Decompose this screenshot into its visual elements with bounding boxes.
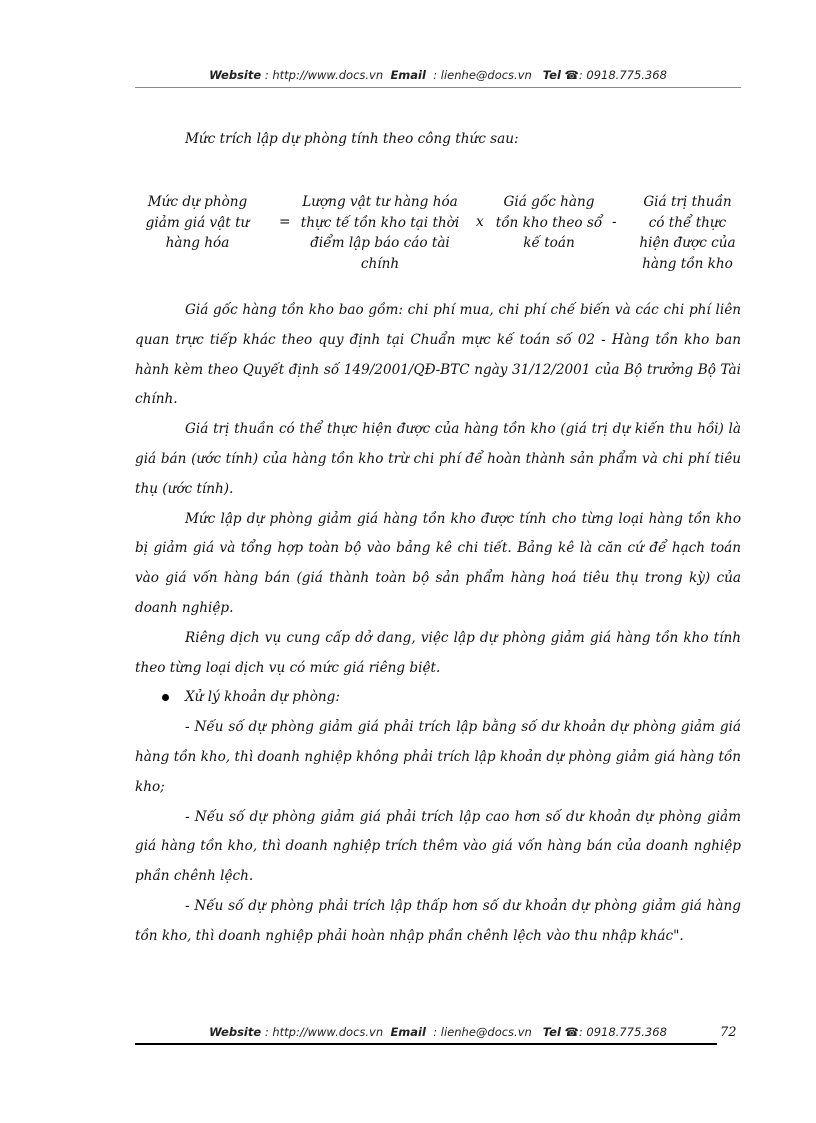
telephone-icon: ☎: [564, 1025, 579, 1039]
paragraph-provision-level: Mức lập dự phòng giảm giá hàng tồn kho được tính cho từng loại hàng tồn kho bị giảm giá và tổng hợp toàn bộ vào bảng kê chi tiết. Bảng kê là căn cứ để hạch toán vào giá vốn hàng bán (giá thành toàn bộ sản phẩm hàng hoá tiêu thụ trong kỳ) của doanh nghiệp.: [135, 510, 741, 616]
header-email-label: Email: [390, 68, 426, 82]
body-text: [135, 296, 741, 952]
page-footer: [135, 1025, 741, 1039]
formula-term-cost: Giá gốc hàng tồn kho theo sổ kế toán: [495, 194, 603, 251]
formula-term-quantity: Lượng vật tư hàng hóa thực tế tồn kho tại thời điểm lập báo cáo tài chính: [300, 194, 460, 272]
paragraph-case-higher: - Nếu số dự phòng giảm giá phải trích lập cao hơn số dư khoản dự phòng giảm giá hàng tồn kho, thì doanh nghiệp trích thêm vào giá vốn hàng bán của doanh nghiệp phần chênh lệch.: [135, 808, 741, 885]
footer-email-label: Email: [390, 1025, 426, 1039]
paragraph-services: Riêng dịch vụ cung cấp dở dang, việc lập dự phòng giảm giá hàng tồn kho tính theo từng loại dịch vụ có mức giá riêng biệt.: [135, 629, 741, 676]
bullet-icon: [162, 694, 169, 701]
bullet-item-handling: [135, 683, 741, 713]
footer-email-value[interactable]: : lienhe@docs.vn: [433, 1025, 532, 1039]
footer-tel-label: Tel: [542, 1025, 561, 1039]
formula-minus-sign: -: [612, 214, 617, 230]
intro-text: Mức trích lập dự phòng tính theo công thức sau:: [185, 131, 519, 147]
header-email-value[interactable]: : lienhe@docs.vn: [433, 68, 532, 82]
provision-formula: [135, 192, 755, 282]
formula-term-provision: Mức dự phòng giảm giá vật tư hàng hóa: [145, 194, 250, 251]
paragraph-case-equal: - Nếu số dự phòng giảm giá phải trích lập bằng số dư khoản dự phòng giảm giá hàng tồn kho, thì doanh nghiệp không phải trích lập khoản dự phòng giảm giá hàng tồn kho;: [135, 719, 741, 795]
paragraph-net-value-definition: Giá trị thuần có thể thực hiện được của hàng tồn kho (giá trị dự kiến thu hồi) là giá bán (ước tính) của hàng tồn kho trừ chi phí để hoàn thành sản phẩm và chi phí tiêu thụ (ước tính).: [135, 421, 741, 497]
footer-tel-value: : 0918.775.368: [578, 1025, 667, 1039]
footer-divider: [135, 1043, 717, 1045]
paragraph-case-lower: - Nếu số dự phòng phải trích lập thấp hơn số dư khoản dự phòng giảm giá hàng tồn kho, thì doanh nghiệp phải hoàn nhập phần chênh lệch vào thu nhập khác".: [135, 897, 741, 944]
header-website-label: Website: [209, 68, 262, 82]
telephone-icon: ☎: [564, 68, 579, 82]
header-divider: [135, 87, 741, 88]
header-tel-label: Tel: [542, 68, 561, 82]
footer-website-label: Website: [209, 1025, 262, 1039]
formula-term-net-value: Giá trị thuần có thể thực hiện được của hàng tồn kho: [639, 194, 736, 272]
formula-equals-sign: =: [279, 214, 291, 230]
formula-multiply-sign: x: [476, 214, 484, 230]
paragraph-cost-definition: Giá gốc hàng tồn kho bao gồm: chi phí mua, chi phí chế biến và các chi phí liên quan trực tiếp khác theo quy định tại Chuẩn mực kế toán số 02 - Hàng tồn kho ban hành kèm theo Quyết định số 149/2001/QĐ-BTC ngày 31/12/2001 của Bộ trưởng Bộ Tài chính.: [135, 302, 741, 408]
bullet-label: Xử lý khoản dự phòng:: [185, 689, 340, 706]
page-number: 72: [720, 1025, 737, 1040]
header-website-url[interactable]: : http://www.docs.vn: [264, 68, 384, 82]
footer-website-url[interactable]: : http://www.docs.vn: [264, 1025, 384, 1039]
header-tel-value: : 0918.775.368: [578, 68, 667, 82]
page-header: [135, 68, 741, 82]
